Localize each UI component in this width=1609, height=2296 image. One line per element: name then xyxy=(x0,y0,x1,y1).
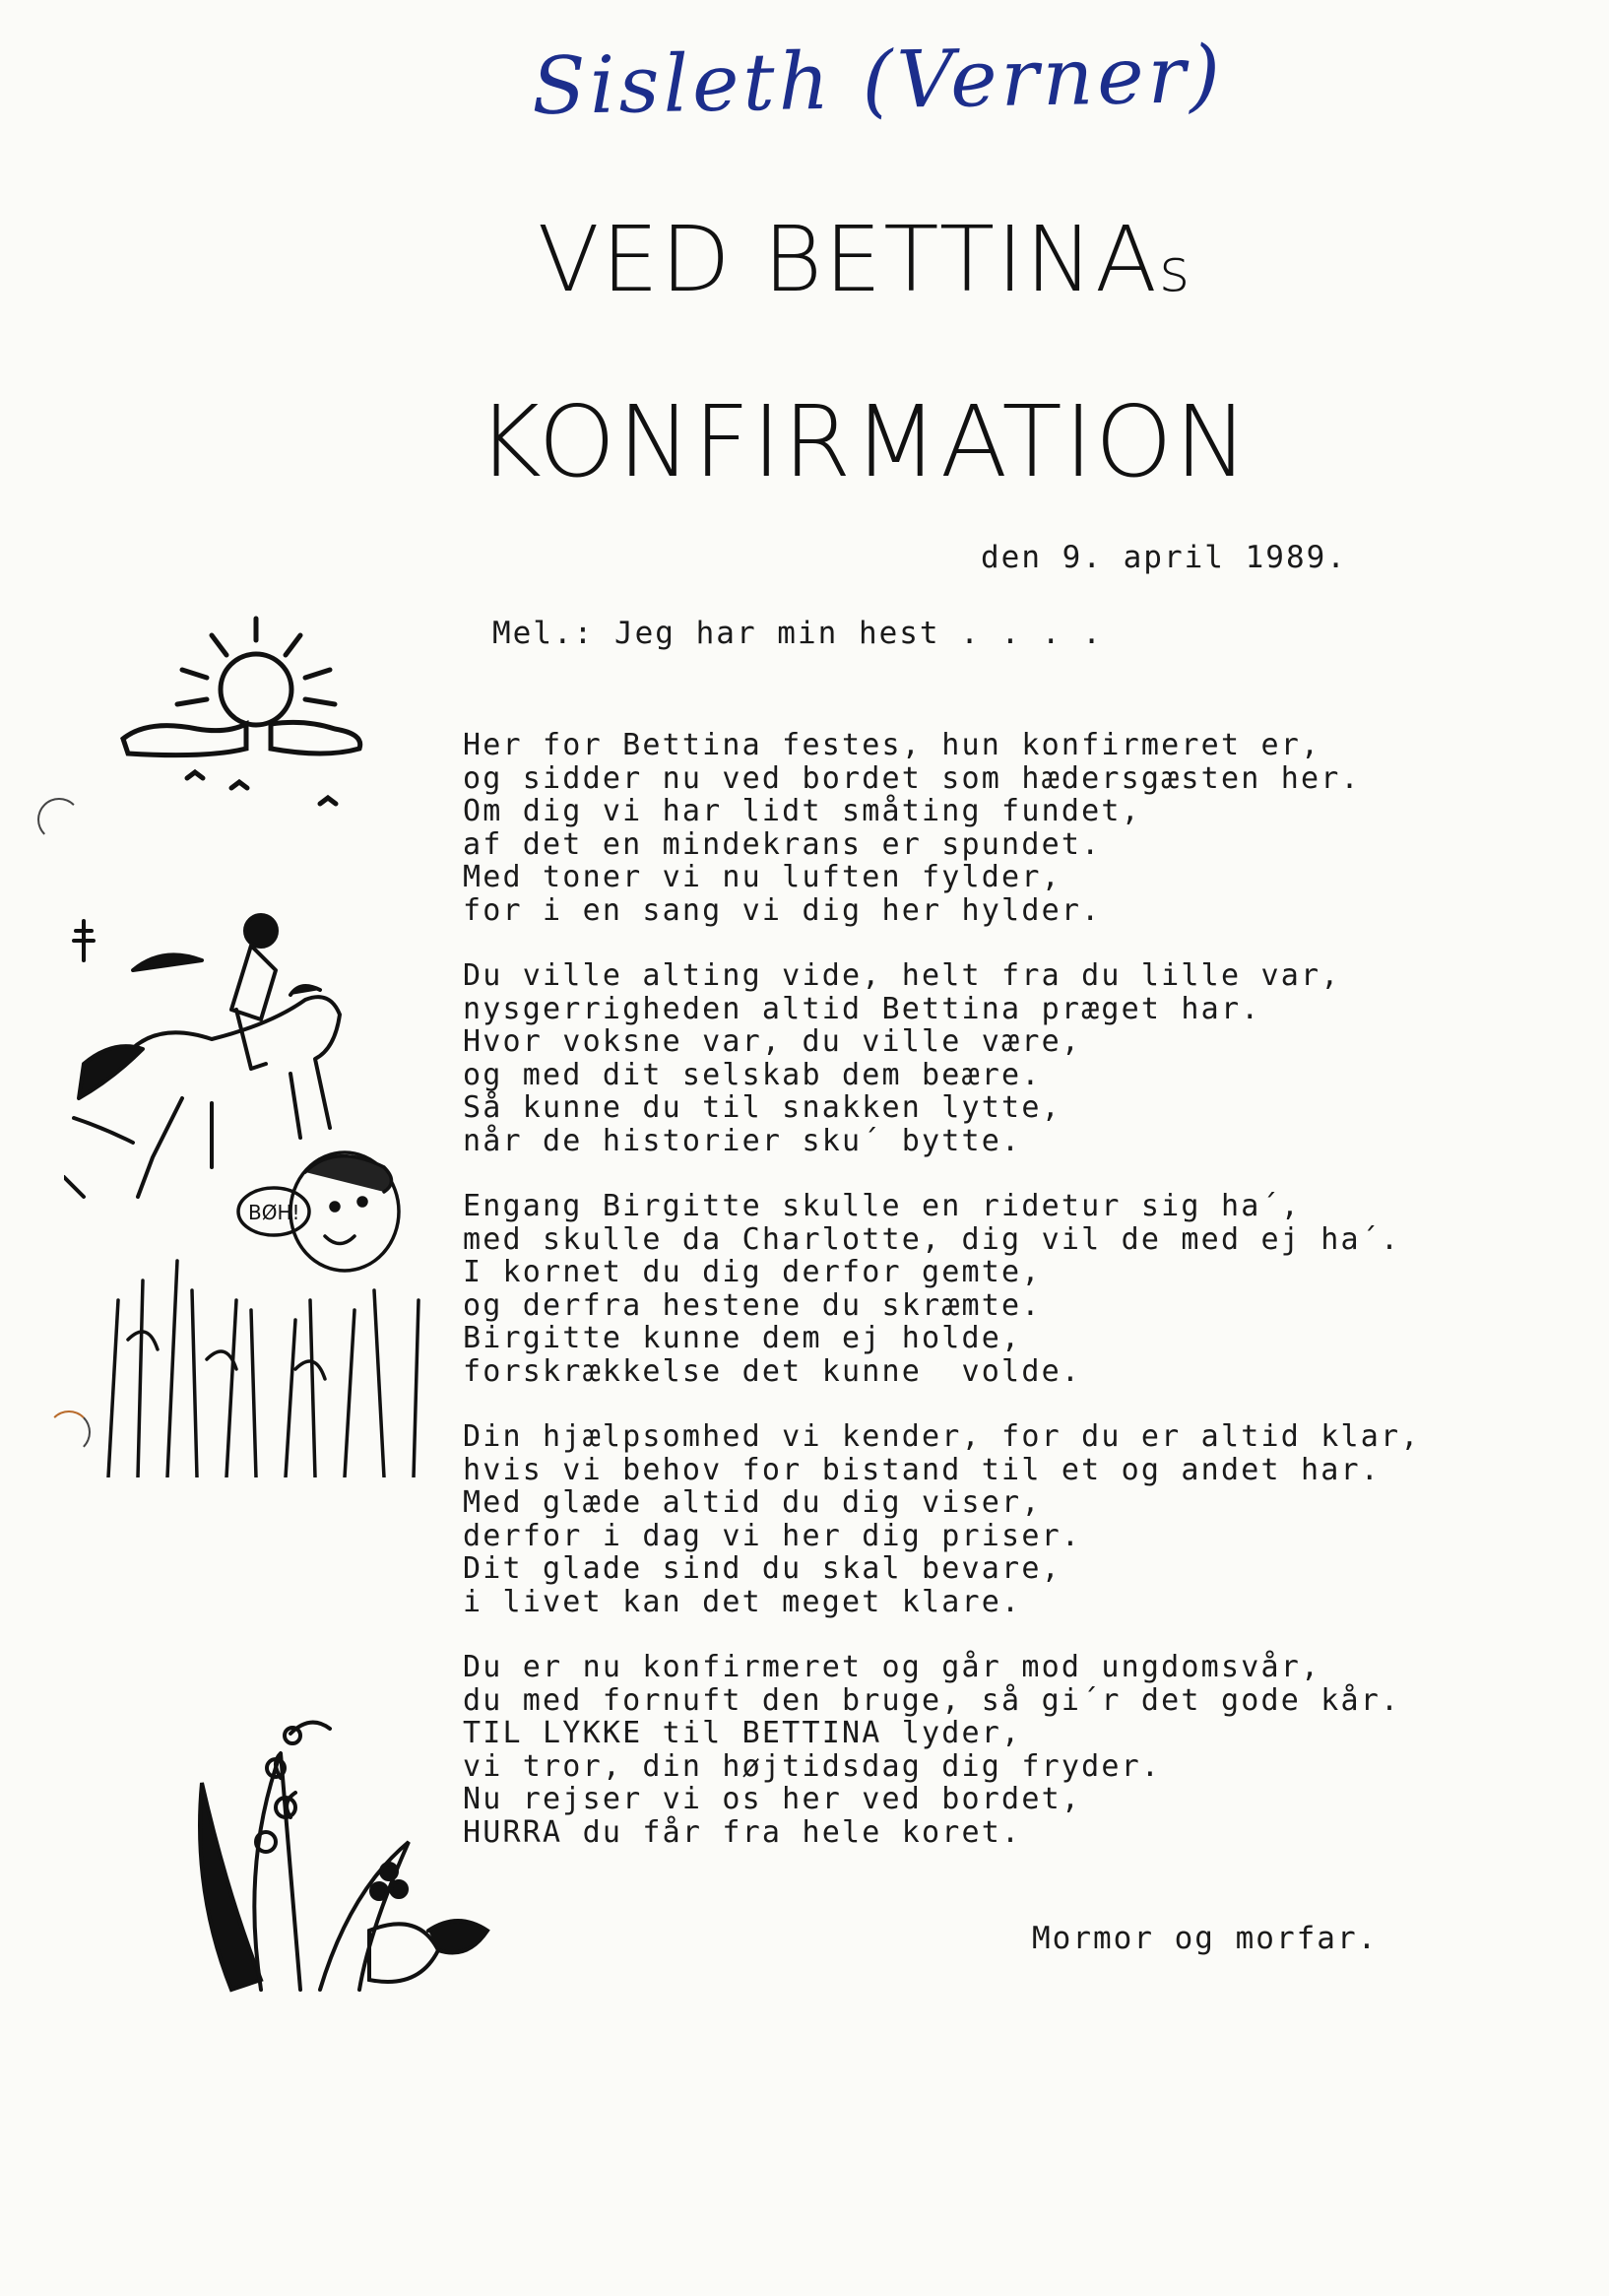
sun-drawing xyxy=(108,611,374,808)
punch-hole-mark xyxy=(37,798,81,841)
title-line-2: KONFIRMATION xyxy=(477,384,1251,499)
lily-of-the-valley-drawing xyxy=(172,1694,497,2000)
poem-line: Din hjælpsomhed vi kender, for du er altid klar, xyxy=(463,1419,1421,1454)
poem-line: nysgerrigheden altid Bettina præget har. xyxy=(463,991,1261,1026)
handwritten-note: Sisleth (Verner) xyxy=(531,28,1225,133)
title-main: VED BETTINA xyxy=(537,207,1159,312)
poem-line: Om dig vi har lidt småting fundet, xyxy=(463,794,1141,828)
poem-line: med skulle da Charlotte, dig vil de med ej ha´. xyxy=(463,1221,1401,1257)
melody: Mel.: Jeg har min hest . . . . xyxy=(492,616,1103,651)
poem-line: Dit glade sind du skal bevare, xyxy=(463,1551,1062,1586)
poem-line: I kornet du dig derfor gemte, xyxy=(463,1255,1042,1289)
signature: Mormor og morfar. xyxy=(1032,1921,1379,1956)
poem-line: i livet kan det meget klare. xyxy=(463,1584,1022,1619)
poem-line: TIL LYKKE til BETTINA lyder, xyxy=(463,1716,1022,1750)
date: den 9. april 1989. xyxy=(981,540,1347,575)
poem-line: Så kunne du til snakken lytte, xyxy=(463,1090,1062,1125)
poem-line: forskrækkelse det kunne volde. xyxy=(463,1353,1082,1389)
stanza xyxy=(463,1420,1421,1618)
poem-line: Du er nu konfirmeret og går mod ungdomsvår, xyxy=(463,1650,1321,1684)
poem-line: Her for Bettina festes, hun konfirmeret er, xyxy=(463,728,1321,762)
poem-line: og sidder nu ved bordet som hædersgæsten her. xyxy=(463,760,1361,796)
poem-line: derfor i dag vi her dig priser. xyxy=(463,1518,1082,1553)
poem-line: for i en sang vi dig her hylder. xyxy=(463,892,1102,928)
punch-hole-mark xyxy=(47,1410,91,1454)
poem-line: Med glæde altid du dig viser, xyxy=(463,1485,1042,1520)
speech-bubble-text: BØH! xyxy=(248,1201,300,1224)
stanza xyxy=(463,1651,1421,1849)
stanza xyxy=(463,729,1421,927)
poem-line: af det en mindekrans er spundet. xyxy=(463,826,1102,862)
child-in-grain-drawing xyxy=(89,1103,443,1477)
poem-line: Birgitte kunne dem ej holde, xyxy=(463,1321,1022,1355)
poem-line: HURRA du får fra hele koret. xyxy=(463,1814,1022,1850)
poem-line: Du ville alting vide, helt fra du lille var, xyxy=(463,958,1341,993)
title-line-1 xyxy=(0,207,1609,312)
poem-line: og derfra hestene du skræmte. xyxy=(463,1287,1042,1323)
poem-line: Hvor voksne var, du ville være, xyxy=(463,1024,1082,1059)
poem-line: Nu rejser vi os her ved bordet, xyxy=(463,1782,1082,1816)
poem-line: og med dit selskab dem beære. xyxy=(463,1057,1042,1092)
poem-line: Engang Birgitte skulle en ridetur sig ha´, xyxy=(463,1189,1301,1223)
poem-line: vi tror, din højtidsdag dig fryder. xyxy=(463,1748,1162,1784)
poem-line: du med fornuft den bruge, så gi´r det gode kår. xyxy=(463,1682,1401,1718)
stanza xyxy=(463,1190,1421,1388)
poem-line: hvis vi behov for bistand til et og andet har. xyxy=(463,1452,1382,1487)
stanza xyxy=(463,959,1421,1157)
poem-line: når de historier sku´ bytte. xyxy=(463,1123,1022,1158)
title-suffix: s xyxy=(1158,236,1191,305)
poem xyxy=(463,729,1421,1881)
poem-line: Med toner vi nu luften fylder, xyxy=(463,860,1062,894)
